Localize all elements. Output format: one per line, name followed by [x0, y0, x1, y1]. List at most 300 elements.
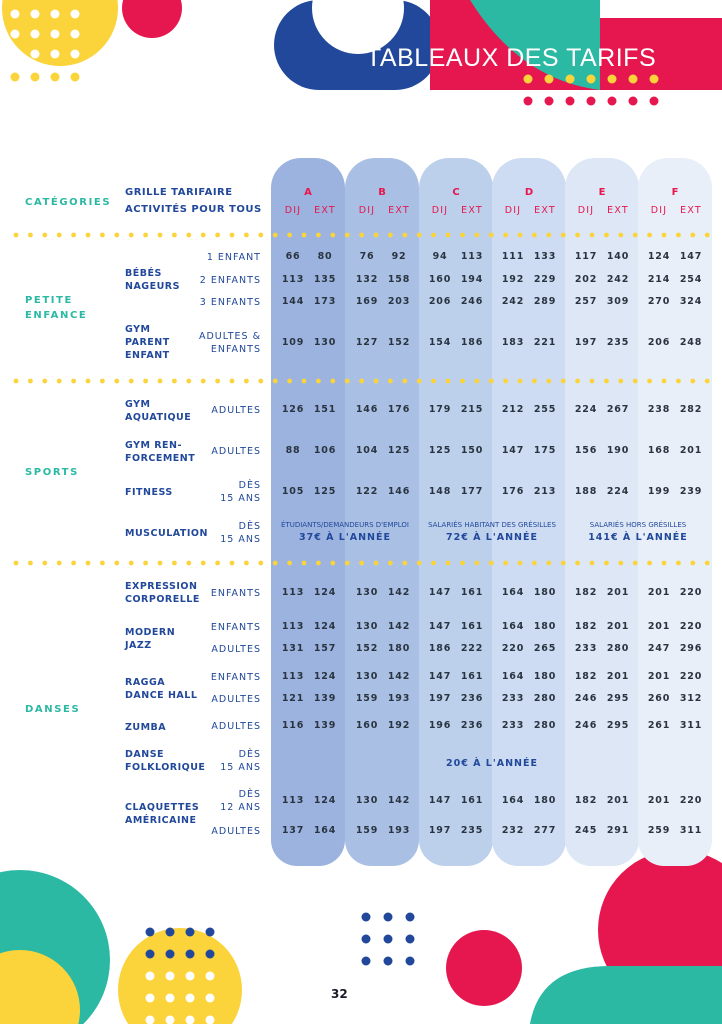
decorative-dot: [590, 379, 595, 384]
decorative-dot: [31, 73, 40, 82]
column-a-ext-label: EXT: [314, 205, 336, 216]
price-cell: 121: [281, 693, 305, 704]
decorative-dot: [186, 928, 195, 937]
column-e-dij-label: DIJ: [577, 205, 595, 216]
price-cell: 146: [355, 404, 379, 415]
activity-musculation: [125, 527, 208, 540]
sub-musculation-age: [220, 520, 261, 546]
price-cell: 124: [647, 251, 671, 262]
decorative-dot: [524, 97, 533, 106]
price-cell: 124: [313, 621, 337, 632]
decorative-dot: [604, 233, 609, 238]
decorative-dot: [273, 561, 278, 566]
label-line: 2 ENFANTS: [199, 275, 261, 286]
sub-claquettes-adultes: [211, 825, 261, 838]
price-cell: 113: [281, 274, 305, 285]
price-cell: 232: [501, 825, 525, 836]
price-cell: 125: [387, 445, 411, 456]
price-cell: 168: [647, 445, 671, 456]
price-cell: 164: [501, 621, 525, 632]
decorative-dot: [215, 561, 220, 566]
price-cell: 179: [428, 404, 452, 415]
price-cell: 125: [428, 445, 452, 456]
price-cell: 142: [387, 621, 411, 632]
price-cell: 236: [460, 720, 484, 731]
red-circle-top-left: [122, 0, 182, 38]
decorative-dot: [143, 233, 148, 238]
decorative-dot: [244, 379, 249, 384]
decorative-dot: [384, 913, 393, 922]
decorative-dot: [172, 561, 177, 566]
decorative-dot: [316, 379, 321, 384]
decorative-dot: [474, 561, 479, 566]
decorative-dot: [31, 10, 40, 19]
decorative-dot: [532, 233, 537, 238]
price-cell: 201: [606, 621, 630, 632]
price-cell: 182: [574, 795, 598, 806]
price-cell: 222: [460, 643, 484, 654]
price-cell: 311: [679, 825, 703, 836]
price-cell: 147: [428, 671, 452, 682]
decorative-dot: [388, 379, 393, 384]
decorative-dot: [388, 233, 393, 238]
decorative-dot: [71, 561, 76, 566]
label-line: NAGEURS: [125, 281, 180, 292]
sub-zumba-adultes: [211, 720, 261, 733]
yellow-dot-grid-top-left: [11, 73, 80, 82]
price-cell: 214: [647, 274, 671, 285]
price-cell: 148: [428, 486, 452, 497]
decorative-dot: [186, 950, 195, 959]
decorative-dot: [374, 379, 379, 384]
label-line: 3 ENFANTS: [199, 297, 261, 308]
decorative-dot: [406, 935, 415, 944]
decorative-dot: [51, 30, 60, 39]
decorative-dot: [359, 233, 364, 238]
decorative-dot: [359, 379, 364, 384]
price-cell: 255: [533, 404, 557, 415]
decorative-dot: [503, 233, 508, 238]
decorative-dot: [114, 561, 119, 566]
price-cell: 156: [574, 445, 598, 456]
page-number: 32: [331, 987, 348, 1001]
decorative-dot: [575, 233, 580, 238]
price-cell: 295: [606, 693, 630, 704]
red-circle-bottom: [446, 930, 522, 1006]
price-cell: 233: [501, 720, 525, 731]
price-cell: 248: [679, 337, 703, 348]
label-line: DANSES: [25, 704, 81, 715]
label-line: DANSE: [125, 749, 165, 760]
price-cell: 246: [574, 720, 598, 731]
decorative-dot: [359, 561, 364, 566]
decorative-dot: [384, 935, 393, 944]
sub-folklorique-age: [220, 748, 261, 774]
decorative-dot: [71, 233, 76, 238]
decorative-dot: [518, 561, 523, 566]
price-cell: 147: [428, 587, 452, 598]
price-cell: 183: [501, 337, 525, 348]
price-cell: 267: [606, 404, 630, 415]
decorative-dot: [362, 957, 371, 966]
activity-bebes-nageurs: [125, 267, 180, 293]
price-cell: 105: [281, 486, 305, 497]
musculation-note-residents: [419, 521, 565, 543]
note-residents-label: SALARIÉS HABITANT DES GRÉSILLES: [428, 521, 556, 529]
price-cell: 180: [387, 643, 411, 654]
note-students-price: 37€ À L'ANNÉE: [299, 532, 391, 543]
decorative-dot: [446, 233, 451, 238]
decorative-dot: [143, 379, 148, 384]
separator-1: [0, 232, 722, 238]
decorative-dot: [362, 935, 371, 944]
column-header-a: A: [304, 187, 312, 198]
price-cell: 201: [647, 671, 671, 682]
price-cell: 270: [647, 296, 671, 307]
price-cell: 238: [647, 404, 671, 415]
label-line: ENFANTS: [210, 344, 261, 355]
decorative-dot: [186, 379, 191, 384]
label-line: GYM: [125, 399, 151, 410]
price-cell: 109: [281, 337, 305, 348]
decorative-dot: [489, 233, 494, 238]
column-a-dij-label: DIJ: [284, 205, 302, 216]
decorative-dot: [566, 97, 575, 106]
decorative-dot: [71, 73, 80, 82]
decorative-dot: [662, 233, 667, 238]
price-cell: 282: [679, 404, 703, 415]
decorative-dot: [633, 379, 638, 384]
decorative-dot: [42, 379, 47, 384]
decorative-dot: [71, 50, 80, 59]
price-cell: 233: [574, 643, 598, 654]
decorative-dot: [28, 233, 33, 238]
price-cell: 180: [533, 587, 557, 598]
yellow-circle-bottom-center: [118, 928, 242, 1024]
decorative-dot: [158, 379, 163, 384]
price-cell: 206: [647, 337, 671, 348]
decorative-dot: [633, 233, 638, 238]
price-cell: 188: [574, 486, 598, 497]
decorative-dot: [28, 379, 33, 384]
decorative-dot: [590, 561, 595, 566]
price-cell: 157: [313, 643, 337, 654]
column-b-ext-label: EXT: [388, 205, 410, 216]
price-cell: 80: [317, 251, 333, 262]
activity-ragga-dance-hall: [125, 676, 197, 702]
label-line: ADULTES &: [198, 331, 261, 342]
price-cell: 113: [281, 671, 305, 682]
decorative-dot: [374, 233, 379, 238]
label-line: GYM: [125, 324, 151, 335]
price-cell: 159: [355, 693, 379, 704]
price-cell: 261: [647, 720, 671, 731]
white-strip-top-right: [600, 0, 722, 18]
decorative-dot: [316, 561, 321, 566]
decorative-dot: [143, 561, 148, 566]
price-cell: 152: [387, 337, 411, 348]
price-cell: 186: [428, 643, 452, 654]
label-line: ADULTES: [211, 721, 261, 732]
decorative-dot: [201, 561, 206, 566]
sub-ragga-adultes: [211, 693, 261, 706]
decorative-dot: [302, 561, 307, 566]
decorative-dot: [258, 561, 263, 566]
decorative-dot: [114, 233, 119, 238]
label-line: GYM REN-: [125, 440, 182, 451]
decorative-dot: [705, 561, 710, 566]
price-cell: 192: [387, 720, 411, 731]
decorative-dot: [460, 379, 465, 384]
price-cell: 182: [574, 671, 598, 682]
decorative-dot: [345, 233, 350, 238]
price-cell: 194: [460, 274, 484, 285]
activity-claquettes-americaines: [125, 801, 199, 827]
decorative-dot: [676, 561, 681, 566]
price-cell: 296: [679, 643, 703, 654]
price-cell: 280: [606, 643, 630, 654]
label-line: DÈS: [238, 480, 261, 491]
price-cell: 124: [313, 795, 337, 806]
decorative-dot: [14, 233, 19, 238]
column-header-f: F: [671, 187, 679, 198]
decorative-dot: [406, 957, 415, 966]
category-danses: [25, 702, 80, 717]
decorative-dot: [690, 561, 695, 566]
column-d-dij-label: DIJ: [504, 205, 522, 216]
decorative-dot: [662, 561, 667, 566]
price-cell: 147: [428, 795, 452, 806]
decorative-dot: [705, 379, 710, 384]
price-cell: 289: [533, 296, 557, 307]
column-c-ext-label: EXT: [461, 205, 483, 216]
price-cell: 113: [281, 621, 305, 632]
decorative-dot: [431, 561, 436, 566]
price-cell: 150: [460, 445, 484, 456]
decorative-dot: [86, 561, 91, 566]
decorative-dot: [345, 379, 350, 384]
price-cell: 66: [285, 251, 301, 262]
price-cell: 124: [313, 671, 337, 682]
price-cell: 265: [533, 643, 557, 654]
decorative-dot: [676, 233, 681, 238]
yellow-circle-top-left: [2, 0, 118, 66]
price-cell: 224: [574, 404, 598, 415]
decorative-dot: [647, 561, 652, 566]
price-cell: 152: [355, 643, 379, 654]
label-line: ADULTES: [211, 694, 261, 705]
decorative-dot: [345, 561, 350, 566]
decorative-dot: [446, 379, 451, 384]
decorative-dot: [158, 233, 163, 238]
price-cell: 260: [647, 693, 671, 704]
decorative-dot: [460, 233, 465, 238]
price-cell: 246: [574, 693, 598, 704]
decorative-dot: [417, 233, 422, 238]
decorative-dot: [86, 233, 91, 238]
sub-adultes-enfants: [199, 330, 261, 356]
price-cell: 125: [313, 486, 337, 497]
price-cell: 164: [501, 587, 525, 598]
sub-fitness-age: [220, 479, 261, 505]
price-cell: 142: [387, 795, 411, 806]
decorative-dot: [287, 561, 292, 566]
price-cell: 147: [501, 445, 525, 456]
decorative-dot: [402, 233, 407, 238]
price-cell: 196: [428, 720, 452, 731]
price-cell: 169: [355, 296, 379, 307]
decorative-dot: [146, 928, 155, 937]
price-cell: 280: [533, 720, 557, 731]
folklorique-note: [419, 755, 565, 769]
price-cell: 180: [533, 671, 557, 682]
activity-danse-folklorique: [125, 748, 205, 774]
decorative-dot: [650, 97, 659, 106]
decorative-dot: [604, 379, 609, 384]
price-cell: 245: [574, 825, 598, 836]
decorative-dot: [51, 73, 60, 82]
decorative-dot: [474, 233, 479, 238]
price-cell: 182: [574, 587, 598, 598]
categories-header: CATÉGORIES: [25, 197, 112, 208]
column-d-ext-label: EXT: [534, 205, 556, 216]
price-cell: 161: [460, 621, 484, 632]
column-header-b: B: [378, 187, 386, 198]
price-cell: 201: [647, 587, 671, 598]
label-line: 12 ANS: [220, 802, 261, 813]
sub-expression-enfants: [211, 587, 261, 600]
decorative-dot: [166, 928, 175, 937]
price-cell: 233: [501, 693, 525, 704]
sub-3-enfants: [200, 296, 261, 309]
price-cell: 201: [647, 621, 671, 632]
label-line: FORCEMENT: [125, 453, 196, 464]
decorative-dot: [215, 379, 220, 384]
price-cell: 242: [606, 274, 630, 285]
price-cell: 161: [460, 795, 484, 806]
price-cell: 137: [281, 825, 305, 836]
label-line: AQUATIQUE: [125, 412, 192, 423]
decorative-dot: [206, 928, 215, 937]
decorative-dot: [172, 233, 177, 238]
decorative-dot: [629, 97, 638, 106]
sub-gym-renforcement-adultes: [211, 445, 261, 458]
price-cell: 311: [679, 720, 703, 731]
decorative-dot: [100, 379, 105, 384]
label-line: ENFANTS: [210, 588, 261, 599]
decorative-dot: [166, 972, 175, 981]
price-cell: 201: [606, 795, 630, 806]
decorative-dot: [206, 972, 215, 981]
column-background-f: [638, 158, 712, 866]
decorative-dot: [690, 379, 695, 384]
decorative-dot: [57, 561, 62, 566]
decorative-dot: [330, 233, 335, 238]
price-cell: 201: [606, 587, 630, 598]
decorative-dot: [114, 379, 119, 384]
decorative-dot: [474, 379, 479, 384]
price-cell: 130: [355, 795, 379, 806]
price-cell: 180: [533, 795, 557, 806]
sub-modern-jazz-enfants: [211, 621, 261, 634]
decorative-dot: [230, 561, 235, 566]
price-cell: 246: [460, 296, 484, 307]
decorative-dot: [402, 561, 407, 566]
decorative-dot: [287, 379, 292, 384]
price-cell: 76: [359, 251, 375, 262]
label-line: 15 ANS: [220, 493, 261, 504]
decorative-dot: [330, 561, 335, 566]
label-line: DÈS: [238, 521, 261, 532]
price-cell: 192: [501, 274, 525, 285]
price-cell: 224: [606, 486, 630, 497]
decorative-dot: [575, 561, 580, 566]
column-background-e: [565, 158, 639, 866]
price-cell: 176: [387, 404, 411, 415]
price-cell: 236: [460, 693, 484, 704]
decorative-dot: [489, 379, 494, 384]
decorative-dot: [258, 379, 263, 384]
price-cell: 197: [574, 337, 598, 348]
decorative-dot: [51, 50, 60, 59]
price-cell: 280: [533, 693, 557, 704]
decorative-dot: [374, 561, 379, 566]
decorative-dot: [100, 233, 105, 238]
decorative-dot: [330, 379, 335, 384]
label-line: 1 ENFANT: [206, 252, 261, 263]
price-cell: 312: [679, 693, 703, 704]
column-c-dij-label: DIJ: [431, 205, 449, 216]
decorative-dot: [647, 233, 652, 238]
decorative-dot: [146, 994, 155, 1003]
label-line: AMÉRICAINE: [125, 815, 197, 826]
activity-gym-parent-enfant: [125, 323, 170, 362]
decorative-dot: [273, 379, 278, 384]
decorative-dot: [42, 561, 47, 566]
decorative-dot: [230, 233, 235, 238]
note-students-label: ÉTUDIANTS/DEMANDEURS D'EMPLOI: [281, 521, 409, 529]
column-f-dij-label: DIJ: [650, 205, 668, 216]
decorative-dot: [11, 73, 20, 82]
decorative-dot: [532, 379, 537, 384]
price-cell: 106: [313, 445, 337, 456]
decorative-dot: [201, 379, 206, 384]
label-line: 15 ANS: [220, 762, 261, 773]
column-header-d: D: [524, 187, 534, 198]
price-cell: 122: [355, 486, 379, 497]
decorative-dot: [618, 233, 623, 238]
decorative-dot: [662, 379, 667, 384]
decorative-dot: [561, 561, 566, 566]
price-cell: 142: [387, 587, 411, 598]
decorative-dot: [545, 97, 554, 106]
decorative-dot: [431, 233, 436, 238]
price-cell: 92: [391, 251, 407, 262]
price-cell: 182: [574, 621, 598, 632]
column-background-b: [345, 158, 419, 866]
price-cell: 164: [501, 795, 525, 806]
decorative-dot: [524, 75, 533, 84]
price-cell: 201: [647, 795, 671, 806]
separator-2: [0, 378, 722, 384]
decorative-dot: [575, 379, 580, 384]
price-cell: 142: [387, 671, 411, 682]
price-cell: 242: [501, 296, 525, 307]
label-line: ENFANT: [125, 350, 170, 361]
price-cell: 186: [460, 337, 484, 348]
sub-1-enfant: [207, 251, 261, 264]
price-cell: 254: [679, 274, 703, 285]
